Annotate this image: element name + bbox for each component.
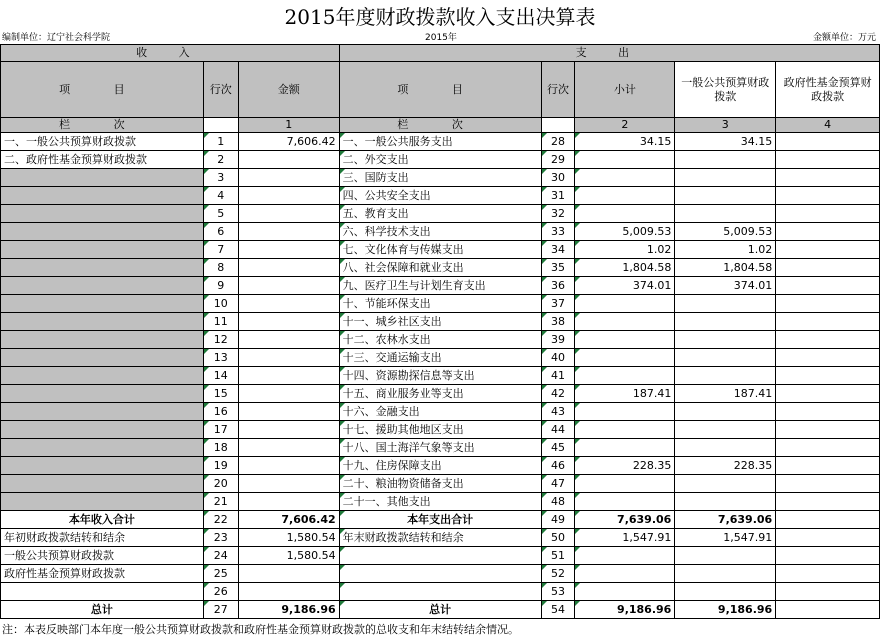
carryover-income-amount bbox=[238, 583, 339, 601]
expense-row-no: 42 bbox=[541, 385, 575, 403]
expense-fund bbox=[776, 313, 880, 331]
expense-subtotal bbox=[575, 439, 675, 457]
grand-total-income-row-no: 27 bbox=[203, 601, 238, 619]
income-item bbox=[1, 457, 204, 475]
expense-item: 十二、农林水支出 bbox=[339, 331, 541, 349]
expense-item: 十八、国土海洋气象等支出 bbox=[339, 439, 541, 457]
expense-row-no: 40 bbox=[541, 349, 575, 367]
expense-fund bbox=[776, 439, 880, 457]
expense-row-no: 31 bbox=[541, 187, 575, 205]
expense-row-no: 30 bbox=[541, 169, 575, 187]
carryover-expense-subtotal bbox=[575, 547, 675, 565]
expense-item: 五、教育支出 bbox=[339, 205, 541, 223]
expense-item: 十七、援助其他地区支出 bbox=[339, 421, 541, 439]
expense-fund bbox=[776, 385, 880, 403]
expense-fund bbox=[776, 187, 880, 205]
carryover-expense-subtotal: 1,547.91 bbox=[575, 529, 675, 547]
income-amount bbox=[238, 367, 339, 385]
expense-row-no: 32 bbox=[541, 205, 575, 223]
income-amount bbox=[238, 475, 339, 493]
expense-general bbox=[675, 493, 776, 511]
expense-item: 一、一般公共服务支出 bbox=[339, 133, 541, 151]
expense-subtotal bbox=[575, 151, 675, 169]
expense-item: 十四、资源勘探信息等支出 bbox=[339, 367, 541, 385]
footnote: 注：本表反映部门本年度一般公共预算财政拨款和政府性基金预算财政拨款的总收支和年末结转结余情况。 bbox=[2, 623, 519, 636]
expense-general bbox=[675, 295, 776, 313]
expense-item: 六、科学技术支出 bbox=[339, 223, 541, 241]
income-total-label: 本年收入合计 bbox=[1, 511, 204, 529]
table-row bbox=[1, 187, 880, 205]
income-amount bbox=[238, 457, 339, 475]
general-budget-header: 一般公共预算财政拨款 bbox=[675, 62, 776, 118]
expense-general bbox=[675, 187, 776, 205]
carryover-expense-fund bbox=[776, 547, 880, 565]
expense-total-subtotal: 7,639.06 bbox=[575, 511, 675, 529]
income-row-no: 21 bbox=[203, 493, 238, 511]
expense-general bbox=[675, 169, 776, 187]
expense-fund bbox=[776, 241, 880, 259]
income-item bbox=[1, 313, 204, 331]
income-item bbox=[1, 403, 204, 421]
table-row bbox=[1, 151, 880, 169]
expense-row-no: 35 bbox=[541, 259, 575, 277]
expense-fund bbox=[776, 259, 880, 277]
carryover-expense-fund bbox=[776, 565, 880, 583]
expense-subtotal bbox=[575, 493, 675, 511]
budget-table bbox=[0, 44, 880, 619]
income-row-no: 16 bbox=[203, 403, 238, 421]
expense-total-row-no: 49 bbox=[541, 511, 575, 529]
section-header-row bbox=[1, 45, 880, 62]
carryover-expense-subtotal bbox=[575, 583, 675, 601]
income-item bbox=[1, 187, 204, 205]
income-row-no-header: 行次 bbox=[203, 62, 238, 118]
income-item bbox=[1, 205, 204, 223]
table-row bbox=[1, 475, 880, 493]
income-row-no: 10 bbox=[203, 295, 238, 313]
expense-general bbox=[675, 421, 776, 439]
expense-fund bbox=[776, 331, 880, 349]
carryover-row bbox=[1, 583, 880, 601]
income-amount bbox=[238, 295, 339, 313]
income-amount bbox=[238, 439, 339, 457]
income-amount bbox=[238, 169, 339, 187]
annual-total-row bbox=[1, 511, 880, 529]
carryover-income-row-no: 26 bbox=[203, 583, 238, 601]
income-amount bbox=[238, 421, 339, 439]
expense-fund bbox=[776, 223, 880, 241]
expense-row-no: 46 bbox=[541, 457, 575, 475]
income-row-no: 14 bbox=[203, 367, 238, 385]
report-year: 2015年 bbox=[425, 33, 457, 43]
table-row bbox=[1, 421, 880, 439]
expense-general: 34.15 bbox=[675, 133, 776, 151]
expense-total-fund bbox=[776, 511, 880, 529]
income-amount bbox=[238, 493, 339, 511]
expense-fund bbox=[776, 457, 880, 475]
expense-row-no: 48 bbox=[541, 493, 575, 511]
expense-subtotal: 34.15 bbox=[575, 133, 675, 151]
income-row-no: 20 bbox=[203, 475, 238, 493]
expense-general bbox=[675, 367, 776, 385]
expense-row-no: 45 bbox=[541, 439, 575, 457]
income-row-no: 19 bbox=[203, 457, 238, 475]
carryover-income-item bbox=[1, 583, 204, 601]
expense-item: 十九、住房保障支出 bbox=[339, 457, 541, 475]
income-item bbox=[1, 349, 204, 367]
table-row bbox=[1, 493, 880, 511]
expense-item: 二十、粮油物资储备支出 bbox=[339, 475, 541, 493]
grand-total-expense-general: 9,186.96 bbox=[675, 601, 776, 619]
income-item bbox=[1, 223, 204, 241]
table-row bbox=[1, 457, 880, 475]
col-number-1: 1 bbox=[238, 118, 339, 133]
carryover-expense-fund bbox=[776, 529, 880, 547]
expense-subtotal bbox=[575, 331, 675, 349]
expense-row-no: 34 bbox=[541, 241, 575, 259]
income-item-header: 项 目 bbox=[1, 62, 204, 118]
income-row-no: 6 bbox=[203, 223, 238, 241]
col-blank-right bbox=[541, 118, 575, 133]
carryover-income-row-no: 23 bbox=[203, 529, 238, 547]
compiling-unit: 编制单位：辽宁社会科学院 bbox=[2, 33, 111, 43]
carryover-expense-general bbox=[675, 583, 776, 601]
income-amount bbox=[238, 331, 339, 349]
expense-fund bbox=[776, 403, 880, 421]
table-row bbox=[1, 241, 880, 259]
table-row bbox=[1, 439, 880, 457]
expense-subtotal: 374.01 bbox=[575, 277, 675, 295]
carryover-expense-general bbox=[675, 565, 776, 583]
carryover-expense-item bbox=[339, 547, 541, 565]
carryover-income-row-no: 24 bbox=[203, 547, 238, 565]
income-amount bbox=[238, 349, 339, 367]
expense-row-no: 38 bbox=[541, 313, 575, 331]
income-amount bbox=[238, 403, 339, 421]
income-item bbox=[1, 241, 204, 259]
expense-item: 三、国防支出 bbox=[339, 169, 541, 187]
income-row-no: 7 bbox=[203, 241, 238, 259]
expense-row-no: 29 bbox=[541, 151, 575, 169]
income-row-no: 11 bbox=[203, 313, 238, 331]
carryover-row bbox=[1, 547, 880, 565]
income-item bbox=[1, 493, 204, 511]
subtotal-header: 小计 bbox=[575, 62, 675, 118]
grand-total-expense-label: 总计 bbox=[339, 601, 541, 619]
carryover-expense-row-no: 51 bbox=[541, 547, 575, 565]
income-item: 一、一般公共预算财政拨款 bbox=[1, 133, 204, 151]
table-row bbox=[1, 295, 880, 313]
carryover-expense-general: 1,547.91 bbox=[675, 529, 776, 547]
expense-general bbox=[675, 403, 776, 421]
carryover-expense-row-no: 52 bbox=[541, 565, 575, 583]
col-number-4: 4 bbox=[776, 118, 880, 133]
expense-fund bbox=[776, 475, 880, 493]
income-amount bbox=[238, 313, 339, 331]
income-total-row-no: 22 bbox=[203, 511, 238, 529]
expense-item: 十五、商业服务业等支出 bbox=[339, 385, 541, 403]
income-item bbox=[1, 277, 204, 295]
income-item bbox=[1, 259, 204, 277]
table-row bbox=[1, 313, 880, 331]
income-amount: 7,606.42 bbox=[238, 133, 339, 151]
income-row-no: 8 bbox=[203, 259, 238, 277]
income-row-no: 3 bbox=[203, 169, 238, 187]
income-amount bbox=[238, 205, 339, 223]
expense-general bbox=[675, 439, 776, 457]
carryover-income-amount: 1,580.54 bbox=[238, 529, 339, 547]
expense-general: 1,804.58 bbox=[675, 259, 776, 277]
expense-subtotal bbox=[575, 205, 675, 223]
carryover-expense-item: 年末财政拨款结转和结余 bbox=[339, 529, 541, 547]
table-row bbox=[1, 331, 880, 349]
income-row-no: 5 bbox=[203, 205, 238, 223]
col-label-right: 栏 次 bbox=[339, 118, 541, 133]
expense-item: 七、文化体育与传媒支出 bbox=[339, 241, 541, 259]
income-amount bbox=[238, 277, 339, 295]
table-row bbox=[1, 385, 880, 403]
expense-subtotal bbox=[575, 349, 675, 367]
col-number-2: 2 bbox=[575, 118, 675, 133]
expense-item: 二、外交支出 bbox=[339, 151, 541, 169]
expense-general bbox=[675, 205, 776, 223]
table-row bbox=[1, 277, 880, 295]
expense-subtotal bbox=[575, 475, 675, 493]
expense-row-no: 44 bbox=[541, 421, 575, 439]
amount-unit: 金额单位：万元 bbox=[812, 33, 876, 43]
expense-subtotal bbox=[575, 313, 675, 331]
expense-subtotal: 1,804.58 bbox=[575, 259, 675, 277]
expense-item-header: 项 目 bbox=[339, 62, 541, 118]
expense-general: 5,009.53 bbox=[675, 223, 776, 241]
grand-total-expense-fund bbox=[776, 601, 880, 619]
expense-fund bbox=[776, 277, 880, 295]
grand-total-expense-row-no: 54 bbox=[541, 601, 575, 619]
carryover-row bbox=[1, 565, 880, 583]
income-row-no: 12 bbox=[203, 331, 238, 349]
expense-row-no-header: 行次 bbox=[541, 62, 575, 118]
expense-total-general: 7,639.06 bbox=[675, 511, 776, 529]
expense-row-no: 47 bbox=[541, 475, 575, 493]
expense-row-no: 36 bbox=[541, 277, 575, 295]
income-item bbox=[1, 169, 204, 187]
carryover-expense-subtotal bbox=[575, 565, 675, 583]
income-total-amount: 7,606.42 bbox=[238, 511, 339, 529]
col-number-3: 3 bbox=[675, 118, 776, 133]
table-row bbox=[1, 367, 880, 385]
expense-row-no: 28 bbox=[541, 133, 575, 151]
expense-general: 187.41 bbox=[675, 385, 776, 403]
col-label-left: 栏 次 bbox=[1, 118, 204, 133]
table-row bbox=[1, 259, 880, 277]
expense-subtotal bbox=[575, 421, 675, 439]
expense-item: 四、公共安全支出 bbox=[339, 187, 541, 205]
expense-general bbox=[675, 475, 776, 493]
grand-total-income-label: 总计 bbox=[1, 601, 204, 619]
expense-item: 八、社会保障和就业支出 bbox=[339, 259, 541, 277]
carryover-expense-general bbox=[675, 547, 776, 565]
carryover-expense-item bbox=[339, 583, 541, 601]
expense-subtotal bbox=[575, 187, 675, 205]
expense-item: 九、医疗卫生与计划生育支出 bbox=[339, 277, 541, 295]
expense-fund bbox=[776, 205, 880, 223]
grand-total-expense-subtotal: 9,186.96 bbox=[575, 601, 675, 619]
carryover-income-item: 年初财政拨款结转和结余 bbox=[1, 529, 204, 547]
carryover-income-item: 一般公共预算财政拨款 bbox=[1, 547, 204, 565]
income-item bbox=[1, 385, 204, 403]
expense-fund bbox=[776, 421, 880, 439]
expense-fund bbox=[776, 151, 880, 169]
table-row bbox=[1, 205, 880, 223]
income-amount bbox=[238, 259, 339, 277]
carryover-income-row-no: 25 bbox=[203, 565, 238, 583]
table-row bbox=[1, 223, 880, 241]
income-amount bbox=[238, 151, 339, 169]
income-item bbox=[1, 295, 204, 313]
carryover-income-item: 政府性基金预算财政拨款 bbox=[1, 565, 204, 583]
expense-subtotal: 1.02 bbox=[575, 241, 675, 259]
table-row bbox=[1, 349, 880, 367]
expense-row-no: 39 bbox=[541, 331, 575, 349]
income-section-label: 收 入 bbox=[1, 45, 340, 62]
income-amount bbox=[238, 187, 339, 205]
expense-item: 十、节能环保支出 bbox=[339, 295, 541, 313]
carryover-income-amount: 1,580.54 bbox=[238, 547, 339, 565]
income-row-no: 15 bbox=[203, 385, 238, 403]
income-item bbox=[1, 421, 204, 439]
expense-row-no: 37 bbox=[541, 295, 575, 313]
fund-budget-header: 政府性基金预算财政拨款 bbox=[776, 62, 880, 118]
expense-section-label: 支 出 bbox=[339, 45, 879, 62]
income-amount-header: 金额 bbox=[238, 62, 339, 118]
column-number-row bbox=[1, 118, 880, 133]
income-row-no: 13 bbox=[203, 349, 238, 367]
expense-item: 二十一、其他支出 bbox=[339, 493, 541, 511]
expense-general bbox=[675, 349, 776, 367]
column-header-row bbox=[1, 62, 880, 118]
expense-item: 十三、交通运输支出 bbox=[339, 349, 541, 367]
expense-row-no: 33 bbox=[541, 223, 575, 241]
income-amount bbox=[238, 223, 339, 241]
income-amount bbox=[238, 241, 339, 259]
expense-general bbox=[675, 151, 776, 169]
grand-total-row bbox=[1, 601, 880, 619]
income-item bbox=[1, 367, 204, 385]
expense-item: 十六、金融支出 bbox=[339, 403, 541, 421]
table-row bbox=[1, 133, 880, 151]
expense-subtotal bbox=[575, 367, 675, 385]
income-row-no: 4 bbox=[203, 187, 238, 205]
expense-general bbox=[675, 331, 776, 349]
income-item bbox=[1, 475, 204, 493]
carryover-income-amount bbox=[238, 565, 339, 583]
expense-general: 1.02 bbox=[675, 241, 776, 259]
table-row bbox=[1, 169, 880, 187]
grand-total-income-amount: 9,186.96 bbox=[238, 601, 339, 619]
expense-subtotal: 187.41 bbox=[575, 385, 675, 403]
income-item bbox=[1, 439, 204, 457]
income-amount bbox=[238, 385, 339, 403]
income-row-no: 17 bbox=[203, 421, 238, 439]
col-blank-left bbox=[203, 118, 238, 133]
expense-fund bbox=[776, 169, 880, 187]
expense-fund bbox=[776, 349, 880, 367]
expense-subtotal bbox=[575, 169, 675, 187]
expense-subtotal bbox=[575, 295, 675, 313]
expense-general bbox=[675, 313, 776, 331]
page-title: 2015年度财政拨款收入支出决算表 bbox=[284, 5, 596, 29]
income-row-no: 18 bbox=[203, 439, 238, 457]
expense-subtotal: 5,009.53 bbox=[575, 223, 675, 241]
expense-fund bbox=[776, 493, 880, 511]
expense-general: 374.01 bbox=[675, 277, 776, 295]
expense-fund bbox=[776, 133, 880, 151]
carryover-row bbox=[1, 529, 880, 547]
table-row bbox=[1, 403, 880, 421]
expense-total-label: 本年支出合计 bbox=[339, 511, 541, 529]
income-row-no: 1 bbox=[203, 133, 238, 151]
income-row-no: 9 bbox=[203, 277, 238, 295]
income-item: 二、政府性基金预算财政拨款 bbox=[1, 151, 204, 169]
expense-fund bbox=[776, 367, 880, 385]
expense-row-no: 41 bbox=[541, 367, 575, 385]
expense-subtotal bbox=[575, 403, 675, 421]
income-item bbox=[1, 331, 204, 349]
carryover-expense-item bbox=[339, 565, 541, 583]
expense-subtotal: 228.35 bbox=[575, 457, 675, 475]
expense-item: 十一、城乡社区支出 bbox=[339, 313, 541, 331]
carryover-expense-fund bbox=[776, 583, 880, 601]
expense-general: 228.35 bbox=[675, 457, 776, 475]
expense-row-no: 43 bbox=[541, 403, 575, 421]
carryover-expense-row-no: 50 bbox=[541, 529, 575, 547]
income-row-no: 2 bbox=[203, 151, 238, 169]
expense-fund bbox=[776, 295, 880, 313]
carryover-expense-row-no: 53 bbox=[541, 583, 575, 601]
